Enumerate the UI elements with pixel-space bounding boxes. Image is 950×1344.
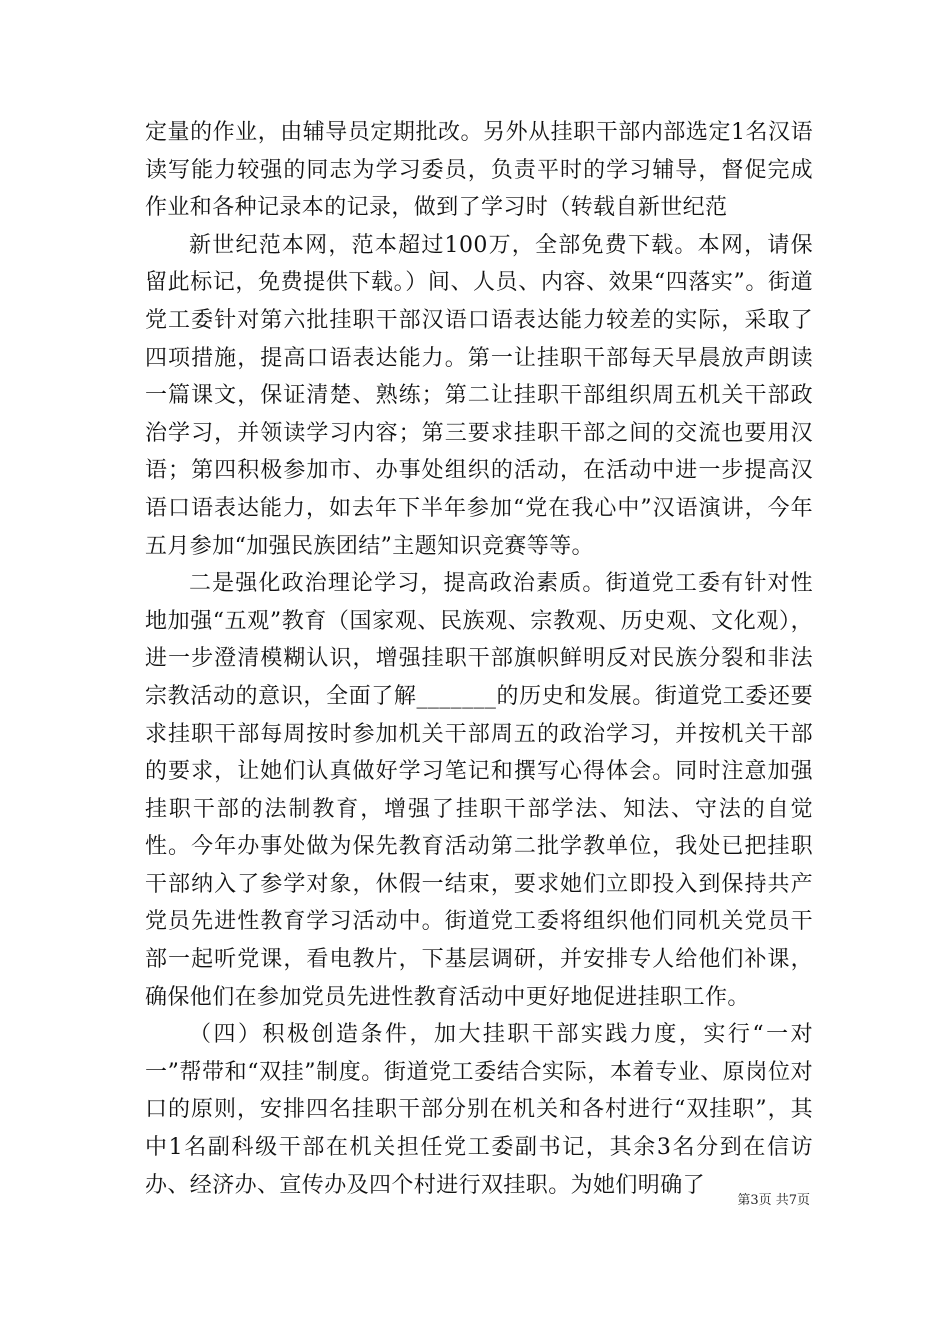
page-number-footer: 第3页 共7页 [737, 1193, 810, 1208]
paragraph-political-study: 二是强化政治理论学习，提高政治素质。街道党工委有针对性地加强“五观”教育（国家观、民族观、宗教观、历史观、文化观），进一步澄清模糊认识，增强挂职干部旗帜鲜明反对民族分裂和非法宗教活动的意识，全面了解_______的历史和发展。街道党工委还要求挂职干部每周按时参加机关干部周五的政治学习，并按机关干部的要求，让她们认真做好学习笔记和撰写心得体会。同时注意加强挂职干部的法制教育，增强了挂职干部学法、知法、守法的自觉性。今年办事处做为保先教育活动第二批学教单位，我处已把挂职干部纳入了参学对象，休假一结束，要求她们立即投入到保持共产党员先进性教育学习活动中。街道党工委将组织他们同机关党员干部一起听党课，看电教片，下基层调研，并安排专人给他们补课，确保他们在参加党员先进性教育活动中更好地促进挂职工作。 [145, 571, 813, 1010]
paragraph-continuation: 定量的作业，由辅导员定期批改。另外从挂职干部内部选定1名汉语读写能力较强的同志为学习委员，负责平时的学习辅导，督促完成作业和各种记录本的记录，做到了学习时（转载自新世纪范 [145, 120, 813, 221]
paragraph-practice: （四）积极创造条件，加大挂职干部实践力度，实行“一对一”帮带和“双挂”制度。街道党工委结合实际，本着专业、原岗位对口的原则，安排四名挂职干部分别在机关和各村进行“双挂职”，其中1名副科级干部在机关担任党工委副书记，其余3名分到在信访办、经济办、宣传办及四个村进行双挂职。为她们明确了 [145, 1022, 813, 1198]
paragraph-oral-expression: 新世纪范本网，范本超过100万，全部免费下载。本网，请保留此标记，免费提供下载。）间、人员、内容、效果“四落实”。街道党工委针对第六批挂职干部汉语口语表达能力较差的实际，采取了四项措施，提高口语表达能力。第一让挂职干部每天早晨放声朗读一篇课文，保证清楚、熟练；第二让挂职干部组织周五机关干部政治学习，并领读学习内容；第三要求挂职干部之间的交流也要用汉语；第四积极参加市、办事处组织的活动，在活动中进一步提高汉语口语表达能力，如去年下半年参加“党在我心中”汉语演讲，今年五月参加“加强民族团结”主题知识竞赛等等。 [145, 232, 813, 559]
document-body [145, 114, 813, 1204]
